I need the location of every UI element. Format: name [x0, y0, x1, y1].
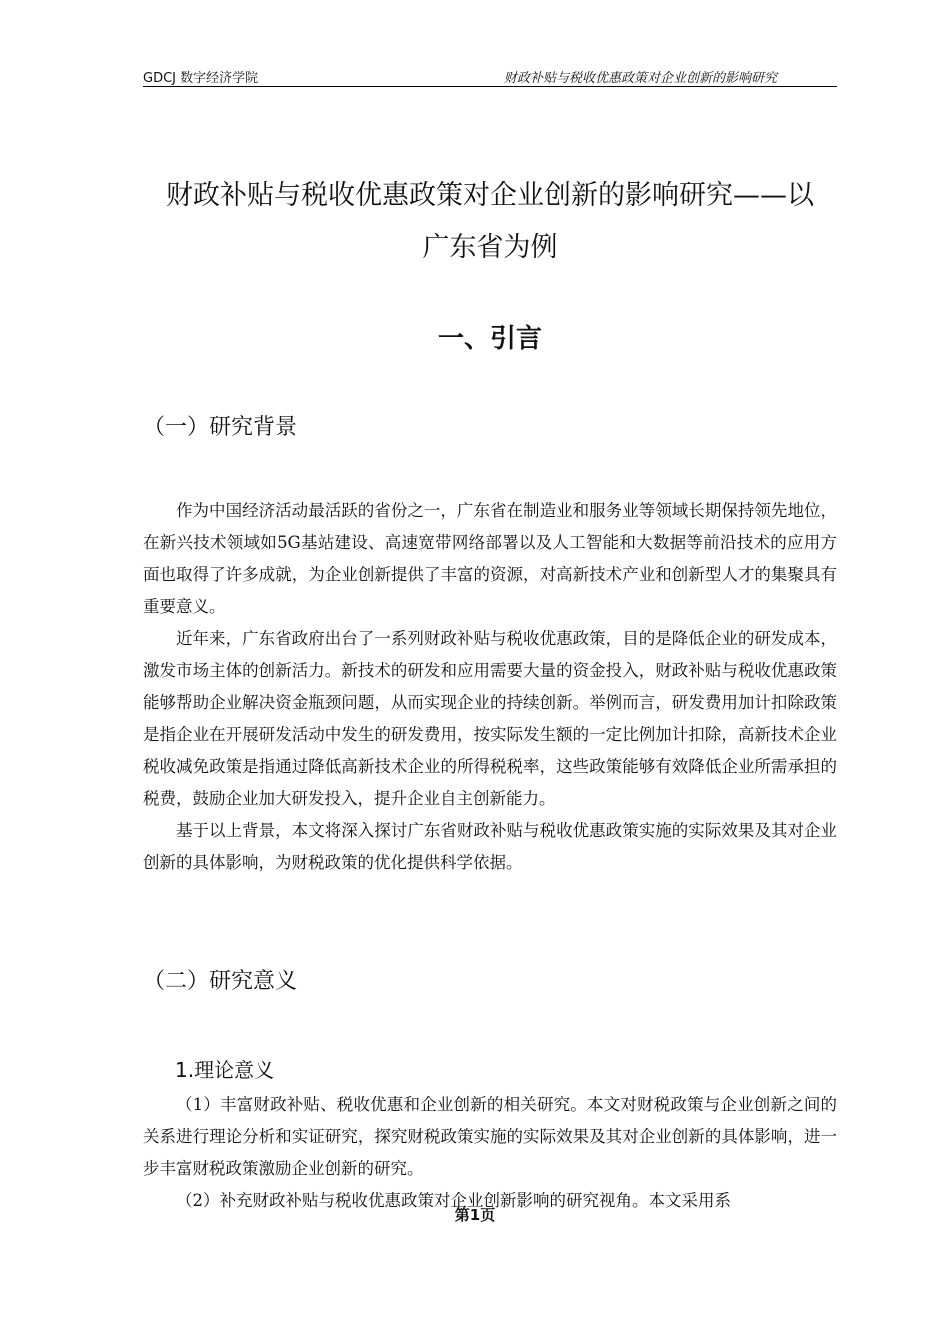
paragraph: （1）丰富财政补贴、税收优惠和企业创新的相关研究。本文对财税政策与企业创新之间的关系进行理论分析和实证研究，探究财税政策实施的实际效果及其对企业创新的具体影响，进一步丰富财税政策激励企业创新的研究。 [143, 1095, 837, 1178]
background-body [143, 495, 837, 879]
paper-title-line-2: 广东省为例 [422, 232, 558, 263]
paragraph: 作为中国经济活动最活跃的省份之一，广东省在制造业和服务业等领域长期保持领先地位，在新兴技术领域如5G基站建设、高速宽带网络部署以及人工智能和大数据等前沿技术的应用方面也取得了许多成就，为企业创新提供了丰富的资源，对高新技术产业和创新型人才的集聚具有重要意义。 [143, 501, 837, 616]
header-institution: GDCJ 数字经济学院 [143, 71, 259, 86]
theory-significance-body [143, 1089, 837, 1217]
header-paper-title: 财政补贴与税收优惠政策对企业创新的影响研究 [503, 71, 777, 86]
paragraph: 基于以上背景，本文将深入探讨广东省财政补贴与税收优惠政策实施的实际效果及其对企业创新的具体影响，为财税政策的优化提供科学依据。 [143, 821, 837, 872]
section-heading-introduction: 一、引言 [437, 324, 542, 354]
subsection-heading-significance: （二）研究意义 [143, 969, 298, 994]
paragraph: 近年来，广东省政府出台了一系列财政补贴与税收优惠政策，目的是降低企业的研发成本，激发市场主体的创新活力。新技术的研发和应用需要大量的资金投入，财政补贴与税收优惠政策能够帮助企业解决资金瓶颈问题，从而实现企业的持续创新。举例而言，研发费用加计扣除政策是指企业在开展研发活动中发生的研发费用，按实际发生额的一定比例加计扣除，高新技术企业税收减免政策是指通过降低高新技术企业的所得税税率，这些政策能够有效降低企业所需承担的税费，鼓励企业加大研发投入，提升企业自主创新能力。 [143, 629, 837, 808]
subsection-heading-background: （一）研究背景 [143, 415, 298, 440]
theory-significance-heading: 1.理论意义 [175, 1058, 275, 1082]
running-header [143, 66, 837, 87]
page-number: 第1页 [454, 1206, 496, 1224]
paper-title-line-1: 财政补贴与税收优惠政策对企业创新的影响研究——以 [166, 180, 814, 211]
paper-title [143, 170, 837, 274]
paragraph: （2）补充财政补贴与税收优惠政策对企业创新影响的研究视角。本文采用系 [176, 1191, 731, 1210]
